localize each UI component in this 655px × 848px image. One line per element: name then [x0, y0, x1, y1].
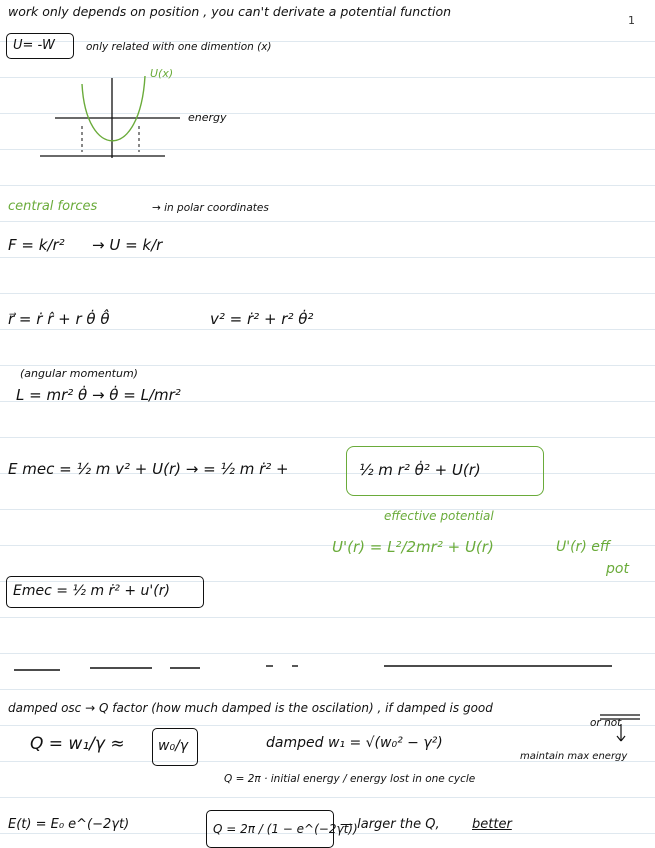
q-exponential-eq: Q = 2π / (1 − e^(−2γt))	[213, 822, 358, 836]
u-prime-eq: U'(r) = L²/2mr² + U(r)	[332, 538, 494, 556]
better-note: better	[472, 817, 512, 832]
damped-oscillation-line: damped osc → Q factor (how much damped is the oscilation) , if damped is good	[8, 701, 493, 715]
graph-label-energy: energy	[188, 111, 227, 124]
effective-potential-label: effective potential	[384, 509, 494, 523]
pot-label: pot	[606, 561, 629, 577]
larger-q-note: — larger the Q,	[340, 817, 440, 832]
effective-potential-terms: ½ m r² θ̇² + U(r)	[359, 461, 481, 479]
emec-eq: E mec = ½ m v² + U(r) → = ½ m ṙ² +	[8, 460, 289, 478]
q-exponential-box	[206, 810, 358, 848]
q-energy-ratio-eq: Q = 2π · initial energy / energy lost in one cycle	[224, 773, 476, 785]
or-not-note: or not	[590, 717, 622, 729]
angular-momentum-eq: L = mr² θ̇ → θ̇ = L/mr²	[16, 386, 181, 404]
q-factor-approx-box	[152, 728, 198, 766]
position-vector-eq: r⃗ = ṙ r̂ + r θ̇ θ̂	[8, 310, 110, 328]
energy-decay-eq: E(t) = E₀ e^(−2γt)	[8, 817, 130, 832]
force-eq: F = k/r²	[8, 236, 65, 254]
maintain-max-energy-note: maintain max energy	[520, 751, 628, 762]
graph-label-u: U(x)	[150, 67, 174, 80]
note-line-2: only related with one dimention (x)	[86, 41, 272, 53]
formula-u-w: U= -W	[13, 38, 55, 53]
potential-eq: → U = k/r	[92, 236, 163, 254]
heading-central-forces: central forces	[8, 199, 98, 214]
u-prime-eff-label: U'(r) eff	[556, 539, 610, 555]
velocity-squared-eq: v² = ṙ² + r² θ̇²	[210, 310, 314, 328]
q-factor-eq: Q = w₁/γ ≈	[30, 734, 125, 754]
emec-boxed-text: Emec = ½ m ṙ² + u'(r)	[13, 583, 170, 599]
q-factor-approx: w₀/γ	[158, 738, 189, 754]
angular-momentum-label: (angular momentum)	[20, 367, 138, 380]
note-line-1: work only depends on position , you can't derivate a potential function	[8, 4, 452, 19]
page-number: 1	[628, 14, 635, 27]
damped-frequency-eq: damped w₁ = √(w₀² − γ²)	[266, 735, 443, 751]
polar-coordinates-note: → in polar coordinates	[152, 202, 269, 214]
